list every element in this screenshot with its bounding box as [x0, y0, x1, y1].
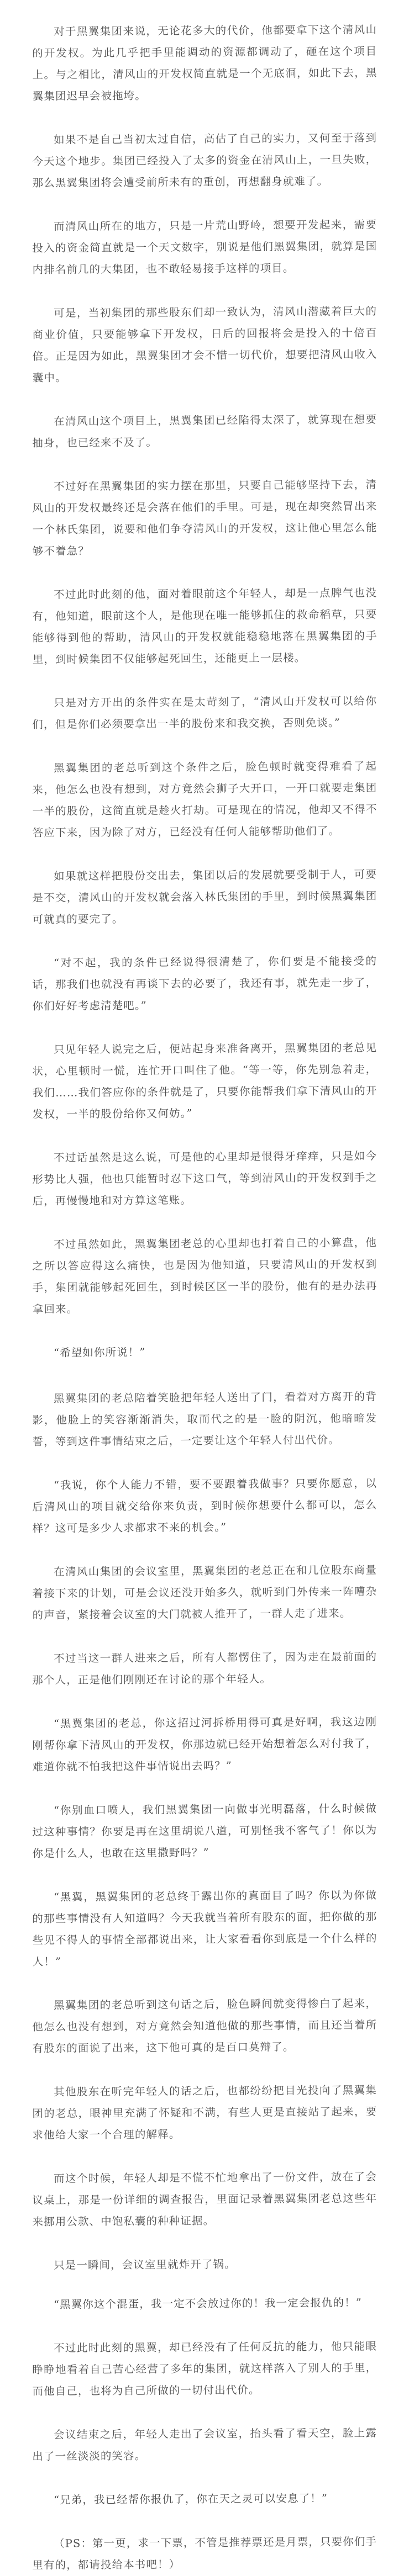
paragraph: 而这个时候，年轻人却是不慌不忙地拿出了一份文件，放在了会议桌上，那是一份详细的调查报告，里面记录着黑翼集团老总这些年来挪用公款、中饱私囊的种种证据。	[32, 2170, 377, 2228]
paragraph: 只是一瞬间，会议室里就炸开了锅。	[54, 2257, 236, 2272]
paragraph: 不过话虽然是这么说，可是他的心里却是恨得牙痒痒，只是如今形势比人强，他也只能暂时忍下这口气，等到清风山的开发权到手之后，再慢慢地和对方算这笔账。	[32, 1149, 377, 1207]
dialogue-paragraph: “你别血口喷人，我们黑翼集团一向做事光明磊落，什么时候做过这种事情？你要是再在这里胡说八道，可别怪我不客气了！你以为你是什么人，也敢在这里撒野吗？”	[32, 1802, 377, 1860]
paragraph: 黑翼集团的老总听到这个条件之后，脸色顿时就变得难看了起来，他怎么也没有想到，对方竟然会狮子大开口，一开口就要走集团一半的股份，这简直就是趁火打劫。可是现在的情况，他却又不得不答应下来，因为除了对方，已经没有任何人能够帮助他们了。	[32, 760, 377, 839]
paragraph: 在清风山这个项目上，黑翼集团已经陷得太深了，就算现在想要抽身，也已经来不及了。	[32, 413, 377, 449]
paragraph: 黑翼集团的老总陪着笑脸把年轻人送出了门，看着对方离开的背影，他脸上的笑容渐渐消失，取而代之的是一脸的阴沉，他暗暗发誓，等到这件事情结束之后，一定要让这个年轻人付出代价。	[32, 1390, 377, 1448]
paragraph: 不过虽然如此，黑翼集团老总的心里却也打着自己的小算盘，他之所以答应得这么痛快，也是因为他知道，只要清风山的开发权到手，集团就能够起死回生，到时候区区一半的股份，他有的是办法再拿回来。	[32, 1236, 377, 1316]
paragraph: 会议结束之后，年轻人走出了会议室，抬头看了看天空，脸上露出了一丝淡淡的笑容。	[32, 2426, 377, 2463]
paragraph: 不过好在黑翼集团的实力摆在那里，只要自己能够坚持下去，清风山的开发权最终还是会落在他们的手里。可是，现在却突然冒出来一个林氏集团，说要和他们争夺清风山的开发权，这让他心里怎么能够不着急？	[32, 478, 377, 558]
paragraph: 其他股东在听完年轻人的话之后，也都纷纷把目光投向了黑翼集团的老总，眼神里充满了怀疑和不满，有些人更是直接站了起来，要求他给大家一个合理的解释。	[32, 2084, 377, 2142]
paragraph: 只是对方开出的条件实在是太苛刻了，“清风山开发权可以给你们，但是你们必须要拿出一半的股份来和我交换，否则免谈。”	[32, 695, 377, 731]
paragraph: 对于黑翼集团来说，无论花多大的代价，他都要拿下这个清风山的开发权。为此几乎把手里能调动的资源都调动了，砸在这个项目上。与之相比，清风山的开发权简直就是一个无底洞，如此下去，黑翼集团迟早会被拖垮。	[32, 23, 377, 103]
dialogue-paragraph: “黑翼集团的老总，你这招过河拆桥用得可真是好啊，我这边刚刚帮你拿下清风山的开发权，你那边就已经开始想着怎么对付我了，难道你就不怕我把这件事情说出去吗？”	[32, 1715, 377, 1773]
paragraph: 不过此时此刻的黑翼，却已经没有了任何反抗的能力，他只能眼睁睁地看着自己苦心经营了多年的集团，就这样落入了别人的手里，而他自己，也将为自己所做的一切付出代价。	[32, 2340, 377, 2398]
paragraph: 而清风山所在的地方，只是一片荒山野岭，想要开发起来，需要投入的资金简直就是一个天文数字，别说是他们黑翼集团，就算是国内排名前几的大集团，也不敢轻易接手这样的项目。	[32, 218, 377, 276]
dialogue-paragraph: “兄弟，我已经帮你报仇了，你在天之灵可以安息了！”	[54, 2492, 328, 2506]
dialogue-paragraph: “对不起，我的条件已经说得很清楚了，你们要是不能接受的话，那我们也就没有再谈下去的必要了，我还有事，就先走一步了，你们好好考虑清楚吧。”	[32, 955, 377, 1013]
paragraph: 不过当这一群人进来之后，所有人都愣住了，因为走在最前面的那个人，正是他们刚刚还在讨论的那个年轻人。	[32, 1650, 377, 1687]
dialogue-paragraph: “希望如你所说！”	[54, 1345, 146, 1359]
dialogue-paragraph: “我说，你个人能力不错，要不要跟着我做事？只要你愿意，以后清风山的项目就交给你来负责，到时候你想要什么都可以，怎么样？这可是多少人求都求不来的机会。”	[32, 1477, 377, 1535]
paragraph: 在清风山集团的会议室里，黑翼集团的老总正在和几位股东商量着接下来的计划，可是会议还没开始多久，就听到门外传来一阵嘈杂的声音，紧接着会议室的大门就被人推开了，一群人走了进来。	[32, 1563, 377, 1621]
paragraph: 如果不是自己当初太过自信，高估了自己的实力，又何至于落到今天这个地步。集团已经投入了太多的资金在清风山上，一旦失败，那么黑翼集团将会遭受前所未有的重创，再想翻身就难了。	[32, 131, 377, 189]
dialogue-paragraph: “黑翼，黑翼集团的老总终于露出你的真面目了吗？你以为你做的那些事情没有人知道吗？今天我就当着所有股东的面，把你做的那些见不得人的事情全部都说出来，让大家看看你到底是一个什么样的人！”	[32, 1889, 377, 1968]
author-note: （PS：第一更，求一下票，不管是推荐票还是月票，只要你们手里有的，都请投给本书吧！）	[32, 2535, 377, 2572]
paragraph: 如果就这样把股份交出去，集团以后的发展就要受制于人，可要是不交，清风山的开发权就会落入林氏集团的手里，到时候黑翼集团可就真的要完了。	[32, 868, 377, 926]
paragraph: 只见年轻人说完之后，便站起身来准备离开，黑翼集团的老总见状，心里顿时一慌，连忙开口叫住了他。“等一等，你先别急着走，我们……我们答应你的条件就是了，只要你能帮我们拿下清风山的开发权，一半的股份给你又何妨。”	[32, 1041, 377, 1121]
paragraph: 黑翼集团的老总听到这句话之后，脸色瞬间就变得惨白了起来，他怎么也没有想到，对方竟然会知道他做的那些事情，而且还当着所有股东的面说了出来，这下他可真的是百口莫辩了。	[32, 1997, 377, 2055]
paragraph: 可是，当初集团的那些股东们却一致认为，清风山潜藏着巨大的商业价值，只要能够拿下开发权，日后的回报将会是投入的十倍百倍。正是因为如此，黑翼集团才会不惜一切代价，想要把清风山收入囊中。	[32, 305, 377, 384]
dialogue-paragraph: “黑翼你这个混蛋，我一定不会放过你的！我一定会报仇的！”	[54, 2296, 362, 2311]
paragraph: 不过此时此刻的他，面对着眼前这个年轻人，却是一点脾气也没有，他知道，眼前这个人，是他现在唯一能够抓住的救命稻草，只要能够得到他的帮助，清风山的开发权就能稳稳地落在黑翼集团的手里，到时候集团不仅能够起死回生，还能更上一层楼。	[32, 586, 377, 666]
